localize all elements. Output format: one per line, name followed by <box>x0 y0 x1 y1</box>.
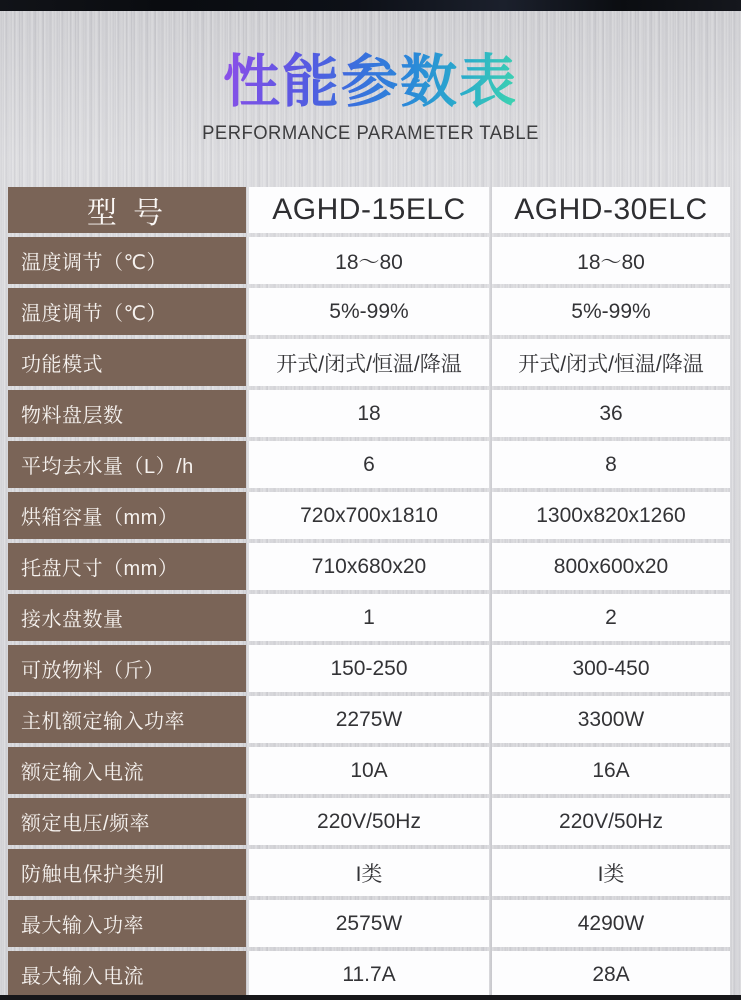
spec-row-value-model-1: 1 <box>249 594 489 641</box>
spec-row-value-model-1: 5%-99% <box>249 288 489 335</box>
spec-row-label: 烘箱容量（mm） <box>8 492 246 539</box>
spec-row-value-model-2: 16A <box>492 747 730 794</box>
table-header-model-aghd-15elc: AGHD-15ELC <box>249 187 489 233</box>
spec-row-value-model-1: I类 <box>249 849 489 896</box>
spec-row-value-model-1: 18 <box>249 390 489 437</box>
spec-row-value-model-1: 开式/闭式/恒温/降温 <box>249 339 489 386</box>
top-black-bar <box>0 0 741 11</box>
spec-row-label: 主机额定输入功率 <box>8 696 246 743</box>
spec-row-value-model-1: 220V/50Hz <box>249 798 489 845</box>
spec-row-value-model-2: 5%-99% <box>492 288 730 335</box>
spec-table <box>8 187 730 998</box>
spec-row-value-model-1: 710x680x20 <box>249 543 489 590</box>
page-title: 性能参数表 <box>223 50 518 114</box>
spec-row-value-model-2: I类 <box>492 849 730 896</box>
page-header <box>0 50 741 145</box>
spec-row-value-model-1: 2575W <box>249 900 489 947</box>
spec-row-label: 可放物料（斤） <box>8 645 246 692</box>
spec-row-label: 额定电压/频率 <box>8 798 246 845</box>
spec-row-label: 平均去水量（L）/h <box>8 441 246 488</box>
spec-row-label: 接水盘数量 <box>8 594 246 641</box>
spec-row-value-model-2: 220V/50Hz <box>492 798 730 845</box>
table-header-model-label: 型 号 <box>8 187 246 233</box>
spec-row-value-model-2: 28A <box>492 951 730 998</box>
spec-row-value-model-2: 800x600x20 <box>492 543 730 590</box>
spec-row-value-model-1: 150-250 <box>249 645 489 692</box>
spec-row-value-model-2: 1300x820x1260 <box>492 492 730 539</box>
spec-row-value-model-1: 6 <box>249 441 489 488</box>
spec-row-value-model-2: 18～80 <box>492 237 730 284</box>
spec-row-value-model-2: 300-450 <box>492 645 730 692</box>
spec-row-value-model-1: 11.7A <box>249 951 489 998</box>
spec-row-label: 温度调节（℃） <box>8 237 246 284</box>
spec-row-value-model-1: 2275W <box>249 696 489 743</box>
spec-row-label: 温度调节（℃） <box>8 288 246 335</box>
spec-row-value-model-1: 10A <box>249 747 489 794</box>
spec-row-value-model-2: 3300W <box>492 696 730 743</box>
spec-row-value-model-2: 开式/闭式/恒温/降温 <box>492 339 730 386</box>
spec-row-label: 物料盘层数 <box>8 390 246 437</box>
spec-row-value-model-1: 720x700x1810 <box>249 492 489 539</box>
spec-row-label: 最大输入功率 <box>8 900 246 947</box>
spec-row-value-model-2: 2 <box>492 594 730 641</box>
bottom-black-bar <box>0 995 741 1000</box>
spec-row-label: 托盘尺寸（mm） <box>8 543 246 590</box>
page-subtitle: PERFORMANCE PARAMETER TABLE <box>202 122 539 144</box>
spec-row-value-model-2: 36 <box>492 390 730 437</box>
spec-row-label: 额定输入电流 <box>8 747 246 794</box>
spec-row-label: 防触电保护类别 <box>8 849 246 896</box>
spec-row-value-model-1: 18～80 <box>249 237 489 284</box>
spec-row-label: 功能模式 <box>8 339 246 386</box>
spec-row-value-model-2: 4290W <box>492 900 730 947</box>
table-header-model-aghd-30elc: AGHD-30ELC <box>492 187 730 233</box>
spec-row-label: 最大输入电流 <box>8 951 246 998</box>
spec-row-value-model-2: 8 <box>492 441 730 488</box>
